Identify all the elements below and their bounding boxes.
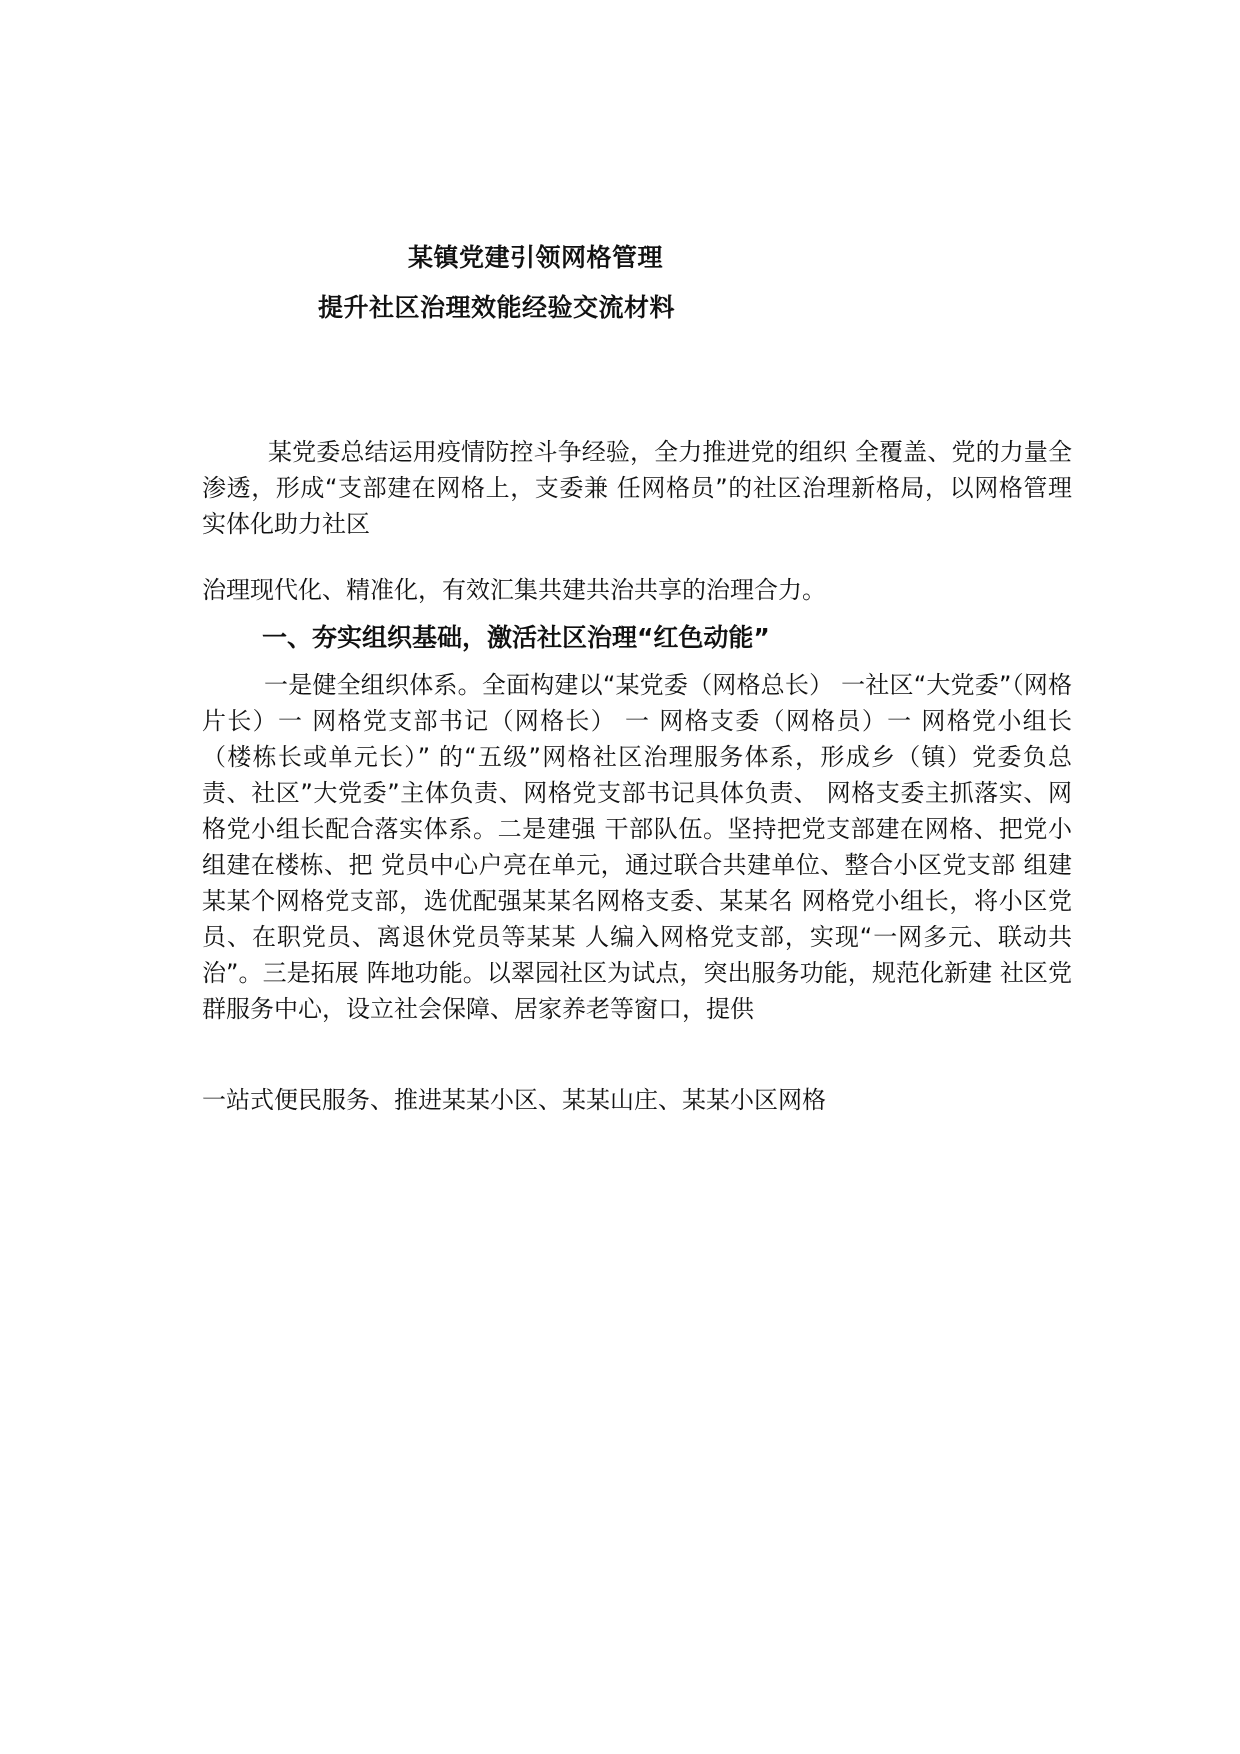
section-1-tail: 一站式便民服务、推进某某小区、某某山庄、某某小区网格 bbox=[202, 1086, 826, 1114]
section-1-heading: 一、夯实组织基础，激活社区治理“红色动能” bbox=[262, 623, 770, 652]
section-1-body: 一是健全组织体系。全面构建以“某党委（网格总长） 一社区“大党委”（网格片长）一 网格党支部书记（网格长） 一 网格支委（网格员）一 网格党小组长（楼栋长或单元长）” 的“五级”网格社区治理服务体系，形成乡（镇）党委负总 责、社区”大党委”主体负责、网格党支部书记具体负责、 网格支委主抓落实、网格党小组长配合落实体系。二是建强 干部队伍。坚持把党支部建在网格、把党小组建在楼栋、把 党员中心户亮在单元，通过联合共建单位、整合小区党支部 组建某某个网格党支部，选优配强某某名网格支委、某某名 网格党小组长，将小区党员、在职党员、离退休党员等某某 人编入网格党支部，实现“一网多元、联动共治”。三是拓展 阵地功能。以翠园社区为试点，突出服务功能，规范化新建 社区党群服务中心，设立社会保障、居家养老等窗口，提供 bbox=[202, 671, 1072, 1023]
document-title-line-1: 某镇党建引领网格管理 bbox=[408, 243, 664, 272]
intro-paragraph-continuation: 治理现代化、精准化，有效汇集共建共治共享的治理合力。 bbox=[202, 576, 826, 604]
intro-paragraph: 某党委总结运用疫情防控斗争经验，全力推进党的组织 全覆盖、党的力量全渗透，形成“支部建在网格上，支委兼 任网格员”的社区治理新格局，以网格管理实体化助力社区 bbox=[202, 438, 1072, 538]
document-title-line-2: 提升社区治理效能经验交流材料 bbox=[318, 293, 676, 322]
